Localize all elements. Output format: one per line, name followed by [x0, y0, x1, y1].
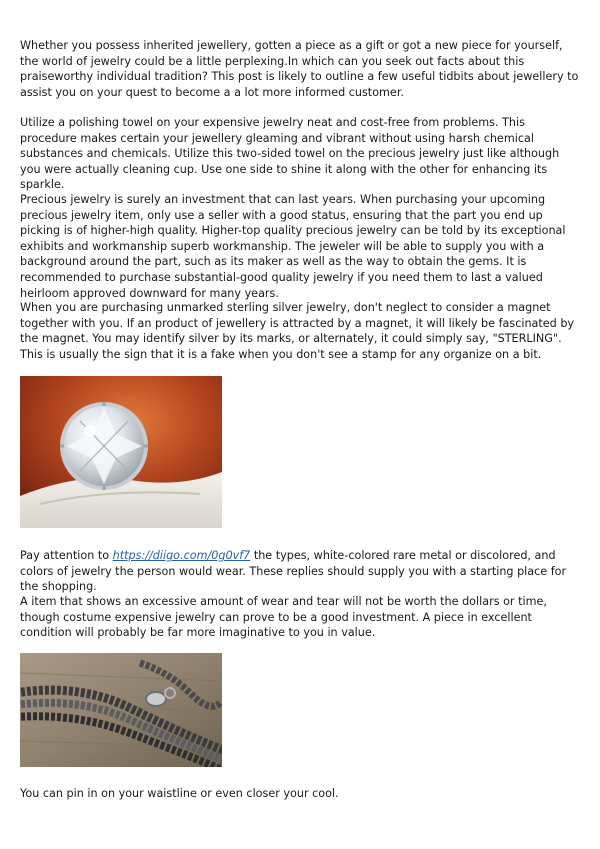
paragraph-sterling-silver: When you are purchasing unmarked sterling silver jewelry, don't neglect to consider a magnet together with you. If an product of jewellery is attracted by a magnet, it will likely be fascinated by the magnet. You may identify silver by its marks, or alternately, it could simply say, "STERLING". This is usually the sign that it is a fake when you don't see a stamp for any organize on a bit.	[20, 301, 575, 361]
paragraph-polishing-towel: Utilize a polishing towel on your expensive jewelry neat and cost-free from problems. This procedure makes certain your jewellery gleaming and vibrant without using harsh chemical substances and chemicals. Utilize this two-sided towel on the precious jewelry just like although you were actually cleaning cup. Use one side to shine it along with the other for enhancing its sparkle.	[20, 116, 560, 192]
paragraph-pay-attention	[20, 548, 582, 595]
paragraph-pay-attention-start: Pay attention to	[20, 549, 113, 562]
silver-chain-bracelet-photo	[20, 653, 222, 767]
paragraph-investment: Precious jewelry is surely an investment that can last years. When purchasing your upcoming precious jewelry item, only use a seller with a good status, ensuring that the part you end up picking is of higher-high quality. Higher-top quality precious jewelry can be told by its exceptional exhibits and workmanship superb workmanship. The jeweler will be able to supply you with a background around the part, such as its maker as well as the way to obtain the gems. It is recommended to purchase substantial-good quality jewelry if you need them to last a valued heirloom approved downward for many years.	[20, 193, 566, 300]
diamond-earring-image	[20, 376, 222, 528]
diamond-earring-photo	[20, 376, 222, 528]
paragraph-closing: You can pin in on your waistline or even closer your cool.	[20, 787, 339, 800]
silver-chain-bracelet-image	[20, 653, 222, 767]
paragraph-wear-and-tear: A item that shows an excessive amount of wear and tear will not be worth the dollars or time, though costume expensive jewelry can prove to be a good investment. A piece in excellent condition will probably be far more imaginative to you in value.	[20, 595, 547, 640]
paragraph-intro: Whether you possess inherited jewellery, gotten a piece as a gift or got a new piece for yourself, the world of jewelry could be a little perplexing.In which can you seek out facts about this praiseworthy individual tradition? This post is likely to outline a few useful tidbits about jewellery to assist you on your quest to become a a lot more informed customer.	[20, 39, 579, 99]
diigo-link[interactable]: https://diigo.com/0g0vf7	[112, 549, 251, 562]
paragraph-pay-attention-end: the types, white-colored rare metal or discolored, and colors of jewelry the person would wear. These replies should supply you with a starting place for the shopping.	[20, 549, 567, 594]
